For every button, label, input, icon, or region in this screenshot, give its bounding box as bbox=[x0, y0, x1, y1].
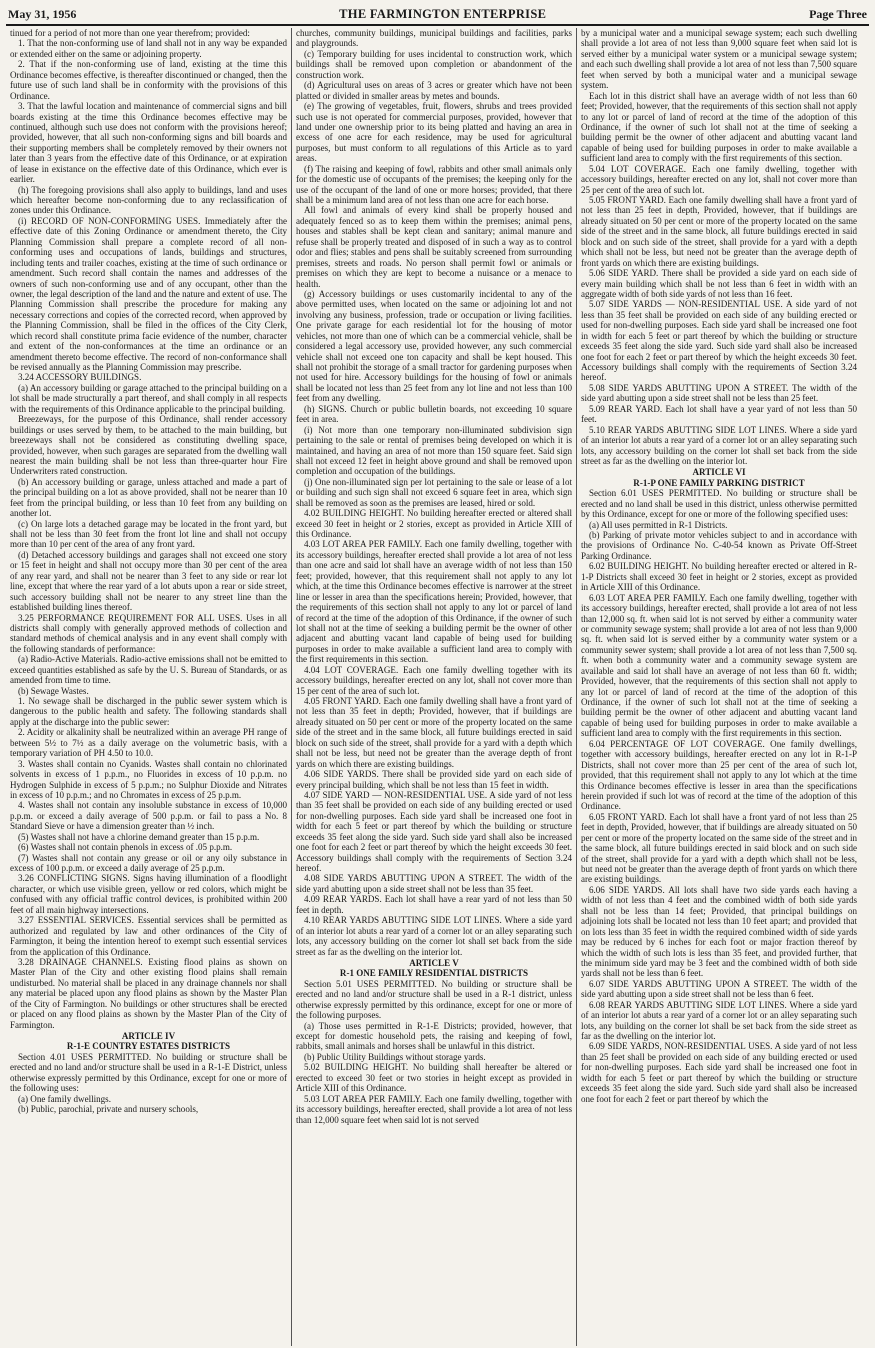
article-heading: ARTICLE VI bbox=[692, 467, 746, 478]
paragraph: (a) All uses permitted in R-1 Districts. bbox=[589, 519, 728, 530]
paragraph: 2. That if the non-conforming use of land, existing at the time this Ordinance becomes effective, is thereafter discontinued or changed, then the future use of such land shall be in conformity with the provisions of this Ordinance. bbox=[10, 59, 287, 101]
paragraph: 5.09 REAR YARD. Each lot shall have a year yard of not less than 50 feet. bbox=[581, 403, 857, 425]
column-3 bbox=[576, 28, 861, 1346]
paragraph: (b) An accessory building or garage, unless attached and made a part of the principal building on a lot as above provided, shall not be nearer than 10 feet from the principal building, or less than 10 feet from any building on another lot. bbox=[10, 476, 287, 519]
paragraph: 3.25 PERFORMANCE REQUIREMENT FOR ALL USES. Uses in all districts shall comply with generally approved methods of collection and standard methods of chemical analysis and in any event shall comply with the following standards of performance: bbox=[10, 612, 287, 654]
paragraph: Section 4.01 USES PERMITTED. No building or structure shall be erected and no land and/or structure shall be used in a R-1-E District, unless otherwise expressly permitted by this Ordinance, except for one or more of the following uses: bbox=[10, 1051, 287, 1094]
paragraph: (g) Accessory buildings or uses customarily incidental to any of the above permitted uses, when located on the same or adjoining lot and not involving any business, profession, trade or occupation or living facilities. One private garage for each residential lot for the housing of motor vehicles, not more than one of which can be a commercial vehicle, shall be considered a legal accessory use, provided however, any such commercial vehicle shall not exceed one ton capacity and shall be kept housed. This shall not prohibit the storage of a small tractor for gardening purposes when not used for hire. Accessory buildings for the housing of fowl or animals shall be located not less than 25 feet from any lot line and not less than 100 feet from any dwelling. bbox=[296, 288, 572, 404]
paragraph: 4.09 REAR YARDS. Each lot shall have a rear yard of not less than 50 feet in depth. bbox=[296, 894, 572, 915]
paragraph: by a municipal water and a municipal sewage system; each such dwelling shall provide a lot area of not less than 9,000 square feet when said lot is served either by a municipal water system or a municipal sewage system; and each such dwelling shall provide a lot area of not less than 7,500 square feet when served by both a municipal water and a municipal sewage system. bbox=[581, 28, 857, 91]
article-heading: ARTICLE V bbox=[409, 957, 459, 968]
masthead bbox=[6, 6, 869, 26]
paragraph: 2. Acidity or alkalinity shall be neutralized within an average PH range of between 5½ to 7½ as a daily average on the volumetric basis, with a temporary variation of PH 4.50 to 10.0. bbox=[10, 727, 287, 759]
paragraph: 6.09 SIDE YARDS, NON-RESIDENTIAL USES. A side yard of not less than 25 feet shall be provided on each side of any building erected or used for non-dwelling purposes. Each side yard shall be increased one foot in width for each 5 feet or part thereof by which the building or structure exceeds 35 feet along the side yard. Such side yard shall also be increased one foot for each 2 feet or part thereof by which the bbox=[581, 1041, 857, 1104]
paragraph: (e) The growing of vegetables, fruit, flowers, shrubs and trees provided such use is not operated for commercial purposes, provided, however that land under one ownership prior to its being platted and having an area in excess of one acre for each residence, may be used for agricultural purposes, but must conform to all regulations of this Article as to yard areas. bbox=[296, 101, 572, 164]
paragraph: (7) Wastes shall not contain any grease or oil or any oily substance in excess of 100 p.p.m. or exceed a daily average of 25 p.p.m. bbox=[10, 852, 287, 873]
paragraph: 4.07 SIDE YARD — NON-RESIDENTIAL USE. A side yard of not less than 35 feet shall be provided on each side of any building erected or used for non-dwelling purposes. Each side yard shall be increased one foot in width for each 5 feet or part thereof by which the building or structure exceeds 35 feet along the side yard. Such side yard shall also be increased one foot for each 2 feet or part thereof by which the height exceeds 30 feet. Accessory buildings shall comply with the requirements of Section 3.24 hereof. bbox=[296, 789, 572, 873]
paragraph: tinued for a period of not more than one year therefrom; provided: bbox=[10, 28, 250, 38]
paragraph: 6.05 FRONT YARD. Each lot shall have a front yard of not less than 25 feet in depth, Provided, however, that if buildings are already situated on 50 per cent or more of the property located on the same side of the street and in the same block, all future buildings erected in said block and on such side of the street, shall provide for a yard with a depth which shall not be less, but need not be greater than the average depth of front yards on which there are existing buildings. bbox=[581, 811, 857, 885]
paragraph: (h) SIGNS. Church or public bulletin boards, not exceeding 10 square feet in area. bbox=[296, 403, 572, 425]
paragraph: 4.02 BUILDING HEIGHT. No building hereafter erected or altered shall exceed 30 feet in height or 2 stories, except as provided in Article XIII of this Ordinance. bbox=[296, 508, 572, 539]
paragraph: 6.03 LOT AREA PER FAMILY. Each one family dwelling, together with its accessory buildings, hereafter erected, shall provide a lot area of not less than 12,000 sq. ft. when said lot is not served by either a community water or community sewage system; shall provide a lot area of not less than 9,000 sq. ft. when said lot is served either by a community water system or a community sewer system; shall provide a lot area of not less than 7,500 sq. ft. when both a community water and a community sewage system are available and said lot shall have an average of not less than 60 ft. width; Provided, however, that the requirements of this section shall not apply to any lot or parcel of land of record at the time of the adoption of this Ordinance, if the owner of such lot shall not at the time of seeking a building permit be the owner of other adjacent and abutting vacant land capable of being used for building purposes in order to make available a sufficient land area to comply with the first requirements in this section. bbox=[581, 592, 857, 739]
paragraph: 5.08 SIDE YARDS ABUTTING UPON A STREET. The width of the side yard abutting upon a side street shall not be less than 25 feet. bbox=[581, 382, 857, 404]
paragraph: 4.03 LOT AREA PER FAMILY. Each one family dwelling, together with its accessory buildings, hereafter erected shall provide a lot area of not less than one acre and said lot shall have an average width of not less than 150 feet; provided, however, that this requirement shall not apply to any lot which, at the time this Ordinance becomes effective is narrower at the street line or lesser in area than the specifications herein; Provided, however, that the requirements of this section shall not apply to any lot or parcel of land of record at the time of the adoption of this Ordinance, if the owner of such lot shall not at the time of seeking a building permit be the owner of other adjacent and abutting vacant land capable of being used for building purposes in order to make available a sufficient land area to comply with the first requirements in this section. bbox=[296, 539, 572, 665]
paragraph: (j) One non-illuminated sign per lot pertaining to the sale or lease of a lot or building and such sign shall not exceed 6 square feet in area, which sign shall be removed as soon as the premises are leased, hired or sold. bbox=[296, 476, 572, 508]
column-1 bbox=[6, 28, 291, 1346]
paragraph: (a) Those uses permitted in R-1-E Districts; provided, however, that except for domestic household pets, the raising and keeping of fowl, rabbits, small animals and horses shall be unlawful in this district. bbox=[296, 1020, 572, 1052]
paragraph: (f) The raising and keeping of fowl, rabbits and other small animals only for the domestic use of occupants of the premises; the keeping only for the use of the occupant of the land of one or more horses; provided, that there shall be a minimum land area of not less than one acre for each horse. bbox=[296, 163, 572, 205]
paragraph: 3. That the lawful location and maintenance of commercial signs and bill boards existing at the time this Ordinance becomes effective may be continued, although such use does not conform with the provisions hereof; provided, however, that all such non-conforming signs and bill boards and their supporting members shall be completely removed by their owners not later than 3 years from the effective date of this Ordinance, or at expiration of lease in existance on the effective date of this Ordinance, which ever is earlier. bbox=[10, 101, 287, 185]
paragraph: 5.06 SIDE YARD. There shall be provided a side yard on each side of every main building which shall be not less than 6 feet in width with an aggregate width of both side yards of not less than 16 feet. bbox=[581, 268, 857, 299]
article-columns bbox=[6, 28, 869, 1346]
paragraph: 4.08 SIDE YARDS ABUTTING UPON A STREET. The width of the side yard abutting upon a side street shall not be less than 35 feet. bbox=[296, 873, 572, 894]
paragraph: 5.03 LOT AREA PER FAMILY. Each one family dwelling, together with its accessory buildings, hereafter erected, shall provide a lot area of not less than 12,000 square feet when said lot is not served bbox=[296, 1093, 572, 1125]
paragraph: 6.02 BUILDING HEIGHT. No building hereafter erected or altered in R-1-P Districts shall exceed 30 feet in height or 2 stories, except as provided in Article XIII of this Ordinance. bbox=[581, 561, 857, 593]
paragraph: churches, community buildings, municipal buildings and facilities, parks and playgrounds. bbox=[296, 28, 572, 49]
paragraph: Breezeways, for the purpose of this Ordinance, shall render accessory buildings or uses served by them, to be attached to the main building, but breezeways shall not be considered as constituting dwelling space, provided, however, when such garages are separated from the dwelling wall nearest the main building shall be not less than three-quarter hour Fire Underwriters rated construction. bbox=[10, 414, 287, 477]
paragraph: 1. That the non-conforming use of land shall not in any way be expanded or extended either on the same or adjoining property. bbox=[10, 38, 287, 59]
paragraph: (i) Not more than one temporary non-illuminated subdivision sign pertaining to the sale or rental of premises being developed on which it is maintained, and having an area of not more than 150 square feet. Said sign shall not exceed 12 feet in height above ground and shall be removed upon completion and occupation of the buildings. bbox=[296, 424, 572, 477]
paragraph: 6.06 SIDE YARDS. All lots shall have two side yards each having a width of not less than 4 feet and the combined width of both side yards shall not be less than 14 feet; Provided, that principal buildings on adjoining lots shall be located not less than 10 feet apart; and provided that on lots less than 35 feet in width the required combined width of side yards may be reduced by 6 inches for each foot or major fraction thereof by which the width of such lots is less than 35 feet, and provided further, that the minimum side yard may be 3 feet and the combined width of both side yards shall not be less than 6 feet. bbox=[581, 884, 857, 979]
paragraph: 3.28 DRAINAGE CHANNELS. Existing flood plains as shown on Master Plan of the City and other existing flood plains shall remain undisturbed. No material shall be placed in any drainage channels nor shall any material be placed upon any flood plains as shown by the Master Plan of the City of Farmington. No buildings or other structures shall be erected or placed on any flood plains as shown by the Master Plan of the City of Farmington. bbox=[10, 956, 287, 1030]
newspaper-title: THE FARMINGTON ENTERPRISE bbox=[339, 7, 547, 21]
paragraph: All fowl and animals of every kind shall be properly housed and adequately fenced so as to keep them within the premises; animal pens, houses and stables shall be kept clean and sanitary; animal manure and refuse shall be properly treated and disposed of in such a way as to control odor and flies; stables and pens shall be suitably screened from surrounding premises, streets and roads. No person shall permit fowl or animals or premises on which they are kept to become a nuisance or a menace to health. bbox=[296, 205, 572, 289]
paragraph: 4.10 REAR YARDS ABUTTING SIDE LOT LINES. Where a side yard of an interior lot abuts a rear yard of a corner lot or an alley separating such lots, any accessory building on the corner lot shall set back from the side street as far as the dwelling on the interior lot. bbox=[296, 915, 572, 957]
district-heading: R-1-P ONE FAMILY PARKING DISTRICT bbox=[633, 477, 805, 488]
paragraph: (c) On large lots a detached garage may be located in the front yard, but shall not be less than 30 feet from the front lot line and shall not occupy more than 10 per cent of the area of any front yard. bbox=[10, 518, 287, 550]
paragraph: 1. No sewage shall be discharged in the public sewer system which is dangerous to the public health and safety. The following standards shall apply at the discharge into the public sewer: bbox=[10, 696, 287, 727]
paragraph: 3.26 CONFLICTING SIGNS. Signs having illumination of a floodlight character, or which use visible green, yellow or red colors, which might be confused with any official traffic control devices, is prohibited within 200 feet of all main highway intersections. bbox=[10, 873, 287, 915]
paragraph: 5.07 SIDE YARDS — NON-RESIDENTIAL USE. A side yard of not less than 35 feet shall be provided on each side of any building erected or used for non-dwelling purposes. Each side yard shall be increased one foot in width for each 5 feet or part thereof by which the building or structure exceeds 35 feet along the side yard. Such side yard shall also be increased one foot for each 2 feet or part thereof by which the height exceeds 30 feet. Accessory buildings shall comply with the requirements of Section 3.24 hereof. bbox=[581, 299, 857, 383]
paragraph: (c) Temporary building for uses incidental to construction work, which buildings shall be removed upon completion or abandonment of the construction work. bbox=[296, 48, 572, 80]
paragraph: (i) RECORD OF NON-CONFORMING USES. Immediately after the effective date of this Zoning Ordinance or amendment thereto, the City Planning Commission shall prepare a complete record of all non-conforming uses and occupations of lands, buildings and structures, including tents and trailer coaches, existing at the time of such ordinance or amendment. Such record shall contain the names and addresses of the owners of such non-conforming use and of any occupant, other than the owner, the legal description of the land and the nature and extent of use. The Planning Commission shall prescribe the procedure for making any necessary corrections and copies of the corrected record, when approved by the Planning Commission, shall be filed in the offices of the City Clerk, which record shall constitute prima facie evidence of the number, character and extent of the non-conformances at the time an ordinance or an amendment thereto become effective. The record of non-conformance shall be revised annually as the Planning Commission may prescribe. bbox=[10, 215, 287, 372]
paragraph: (6) Wastes shall not contain phenols in excess of .05 p.p.m. bbox=[18, 842, 233, 853]
paragraph: 5.02 BUILDING HEIGHT. No building shall hereafter be altered or erected to exceed 30 feet or two stories in height except as provided in Article XIII of this Ordinance. bbox=[296, 1062, 572, 1094]
paragraph: 4.05 FRONT YARD. Each one family dwelling shall have a front yard of not less than 35 feet in depth; Provided, however, that if buildings are already situated on 50 per cent or more of the property located on the same side of the street and in the same block, all future buildings erected in said block on such side of the street, shall provide for a yard with a depth which shall not be less, but need not be greater than the average depth of front yards on which there are existing buildings. bbox=[296, 696, 572, 769]
paragraph: (h) The foregoing provisions shall also apply to buildings, land and uses which hereafter become non-conforming due to any reclassification of zones under this Ordinance. bbox=[10, 184, 287, 216]
paragraph: (b) Parking of private motor vehicles subject to and in accordance with the provisions of Ordinance No. C-40-54 known as Private Off-Street Parking Ordinance. bbox=[581, 530, 857, 561]
district-heading: R-1 ONE FAMILY RESIDENTIAL DISTRICTS bbox=[339, 968, 529, 979]
column-2 bbox=[291, 28, 576, 1346]
paragraph: (b) Public Utility Buildings without storage yards. bbox=[304, 1051, 486, 1062]
paragraph: (a) Radio-Active Materials. Radio-active emissions shall not be emitted to exceed quantities established as safe by the U. S. Bureau of Standards, or as amended from time to time. bbox=[10, 654, 287, 686]
paragraph: (a) One family dwellings. bbox=[18, 1093, 111, 1104]
paragraph: 5.04 LOT COVERAGE. Each one family dwelling, together with accessory buildings, hereafter erected on any lot, shall not cover more than 25 per cent of the area of such lot. bbox=[581, 163, 857, 195]
paragraph: 3.27 ESSENTIAL SERVICES. Essential services shall be permitted as authorized and regulated by law and other ordinances of the City of Farmington, it being the intention hereof to exempt such essential services from the application of this Ordinance. bbox=[10, 915, 287, 957]
paragraph: 5.10 REAR YARDS ABUTTING SIDE LOT LINES. Where a side yard of an interior lot abuts a rear yard of a corner lot or an alley separating such lots, any accessory building on the corner lot shall set back from the side street as far as the dwelling on the interior lot. bbox=[581, 424, 857, 466]
paragraph: (a) An accessory building or garage attached to the principal building on a lot shall be made structurally a part thereof, and shall comply in all respects with the requirements of this Ordinance applicable to the principal building. bbox=[10, 382, 287, 414]
paragraph: (b) Public, parochial, private and nursery schools, bbox=[18, 1104, 199, 1115]
issue-date: May 31, 1956 bbox=[8, 7, 77, 21]
paragraph: 4.06 SIDE YARDS. There shall be provided side yard on each side of every principal building, which shall be not less than 15 feet in width. bbox=[296, 769, 572, 790]
paragraph: Section 5.01 USES PERMITTED. No building or structure shall be erected and no land and/or structure shall be used in a R-1 district, unless otherwise expressly permitted by this ordinance, except for one or more of the following purposes. bbox=[296, 978, 572, 1021]
district-heading: R-1-E COUNTRY ESTATES DISTRICTS bbox=[66, 1041, 231, 1052]
paragraph: 6.04 PERCENTAGE OF LOT COVERAGE. One family dwellings, together with accessory buildings, hereafter erected on any lot in R-1-P Districts, shall not cover more than 25 per cent of the area of such lot, provided, that this requirement shall not apply to any lot which at the time this Ordinance becomes effective is lesser in area than the specifications herein provided if such lot was of record at the time of the adoption of this Ordinance. bbox=[581, 738, 857, 812]
article-heading: ARTICLE IV bbox=[121, 1031, 176, 1041]
paragraph: (d) Agricultural uses on areas of 3 acres or greater which have not been platted or divided in smaller areas by metes and bounds. bbox=[296, 80, 572, 101]
paragraph: 5.05 FRONT YARD. Each one family dwelling shall have a front yard of not less than 25 feet in depth, Provided, however, that if buildings are already situated on 50 per cent or more of the property located on the same side of the street and in the same block, all future buildings erected in said block and on such side of the street, shall provide for a yard with a depth which shall not be less, but need not be greater than the average depth of front yards on which there are existing buildings. bbox=[581, 195, 857, 268]
paragraph: (5) Wastes shall not have a chlorine demand greater than 15 p.p.m. bbox=[18, 831, 260, 842]
paragraph: 6.08 REAR YARDS ABUTTING SIDE LOT LINES. Where a side yard of an interior lot abuts a rear yard of a corner lot or an alley separating such lots, any building on the corner lot shall be set back from the side street as far as the dwelling on the interior lot. bbox=[581, 999, 857, 1041]
paragraph: Section 6.01 USES PERMITTED. No building or structure shall be erected and no land shall be used in this district, unless otherwise permitted by this Ordinance, except for one or more of the following specified uses: bbox=[581, 488, 857, 520]
paragraph: 3. Wastes shall contain no Cyanids. Wastes shall contain no chlorinated solvents in excess of 1 p.p.m., no Fluorides in excess of 10 p.p.m. no Hydrogen Sulphide in excess of 5 p.p.m.; no Sulphur Dioxide and Nitrates in excess of 10 p.p.m.; and no Chromates in excess of 25 p.p.m. bbox=[10, 758, 287, 800]
page-number: Page Three bbox=[809, 7, 867, 21]
paragraph: 4. Wastes shall not contain any insoluble substance in excess of 10,000 p.p.m. or exceed a daily average of 500 p.p.m. or fail to pass a No. 8 Standard Sieve or have a dimension greater than ½ inch. bbox=[10, 800, 287, 832]
paragraph: Each lot in this district shall have an average width of not less than 60 feet; Provided, however, that the requirements of this section shall not apply to any lot or parcel of land of record at the time of the adoption of this Ordinance, if the owner of such lot shall not at the time of seeking a building permit be the owner of other adjacent and abutting vacant land capable of being used for building purposes in order to make available a sufficient land area to comply with the first requirements of this section. bbox=[581, 90, 857, 164]
paragraph: (d) Detached accessory buildings and garages shall not exceed one story or 15 feet in height and shall not occupy more than 30 per cent of the area of any rear yard, and shall not be nearer than 3 feet to any side or rear lot line, except that where the rear yard of a lot abuts upon a rear or side street, such accessory building shall not be nearer to any street line than the established building lines thereof. bbox=[10, 549, 287, 613]
paragraph: 4.04 LOT COVERAGE. Each one family dwelling together with its accessory buildings, hereafter erected on any lot, shall not cover more than 15 per cent of the area of such lot. bbox=[296, 664, 572, 696]
paragraph: 6.07 SIDE YARDS ABUTTING UPON A STREET. The width of the side yard abutting upon a side street shall not be less than 6 feet. bbox=[581, 978, 857, 1000]
paragraph: (b) Sewage Wastes. bbox=[18, 685, 89, 696]
paragraph: 3.24 ACCESSORY BUILDINGS. bbox=[18, 372, 142, 383]
